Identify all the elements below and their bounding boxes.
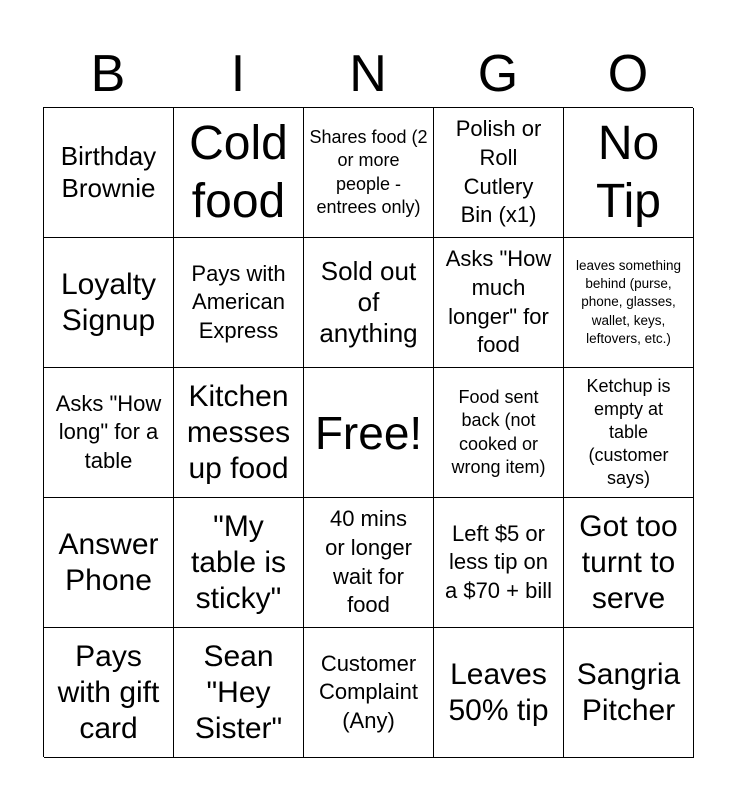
cell-text: Kitchen messes up food [186,379,291,485]
cell-text: Shares food (2 or more people - entrees only) [309,127,428,217]
cell-text: "My table is sticky" [190,509,287,615]
cell-text: Asks "How much longer" for food [445,246,552,358]
cell-text: leaves something behind (purse, phone, glasses, wallet, keys, leftovers, etc.) [575,257,682,347]
bingo-cell-g3[interactable] [434,368,564,498]
cell-text: Left $5 or less tip on a $70 + bill [444,520,553,603]
cell-text: Cold food [189,116,288,228]
cell-text: Pays with American Express [191,260,286,343]
bingo-cell-b1[interactable] [44,108,174,238]
cell-text: Pays with gift card [57,639,160,745]
cell-text: Ketchup is empty at table (customer says) [586,375,671,489]
cell-text: Leaves 50% tip [448,657,549,727]
bingo-cell-i3[interactable] [174,368,304,498]
bingo-cell-o3[interactable] [564,368,694,498]
cell-text: Birthday Brownie [60,141,157,203]
cell-text: No Tip [596,116,661,228]
bingo-cell-n4[interactable] [304,498,434,628]
bingo-cell-g1[interactable] [434,108,564,238]
bingo-cell-i1[interactable] [174,108,304,238]
bingo-cell-i4[interactable] [174,498,304,628]
bingo-cell-n3[interactable] [304,368,434,498]
header-letter-g: G [477,45,519,103]
bingo-cell-i2[interactable] [174,238,304,368]
bingo-cell-n1[interactable] [304,108,434,238]
bingo-cell-g4[interactable] [434,498,564,628]
bingo-cell-g5[interactable] [434,628,564,758]
header-letter-n: N [349,45,387,103]
cell-text: Asks "How long" for a table [55,390,162,473]
bingo-cell-o5[interactable] [564,628,694,758]
cell-text: 40 mins or longer wait for food [325,506,412,618]
bingo-header [43,40,693,108]
bingo-cell-b5[interactable] [44,628,174,758]
bingo-board [43,107,693,757]
bingo-cell-o2[interactable] [564,238,694,368]
bingo-cell-b2[interactable] [44,238,174,368]
bingo-cell-o4[interactable] [564,498,694,628]
bingo-cell-o1[interactable] [564,108,694,238]
cell-text: Free! [314,406,423,459]
header-letter-o: O [607,45,649,103]
cell-text: Sean "Hey Sister" [194,639,283,745]
bingo-cell-b4[interactable] [44,498,174,628]
cell-text: Sangria Pitcher [576,657,681,727]
bingo-cell-b3[interactable] [44,368,174,498]
bingo-cell-g2[interactable] [434,238,564,368]
cell-text: Polish or Roll Cutlery Bin (x1) [455,116,542,228]
header-letter-b: B [90,45,126,103]
cell-text: Got too turnt to serve [579,509,678,615]
bingo-cell-i5[interactable] [174,628,304,758]
bingo-cell-n5[interactable] [304,628,434,758]
cell-text: Customer Complaint (Any) [318,650,419,733]
header-letter-i: I [230,45,246,103]
cell-text: Answer Phone [58,527,159,597]
bingo-cell-n2[interactable] [304,238,434,368]
cell-text: Sold out of anything [319,255,418,349]
cell-text: Food sent back (not cooked or wrong item) [451,387,546,477]
cell-text: Loyalty Signup [60,267,157,337]
